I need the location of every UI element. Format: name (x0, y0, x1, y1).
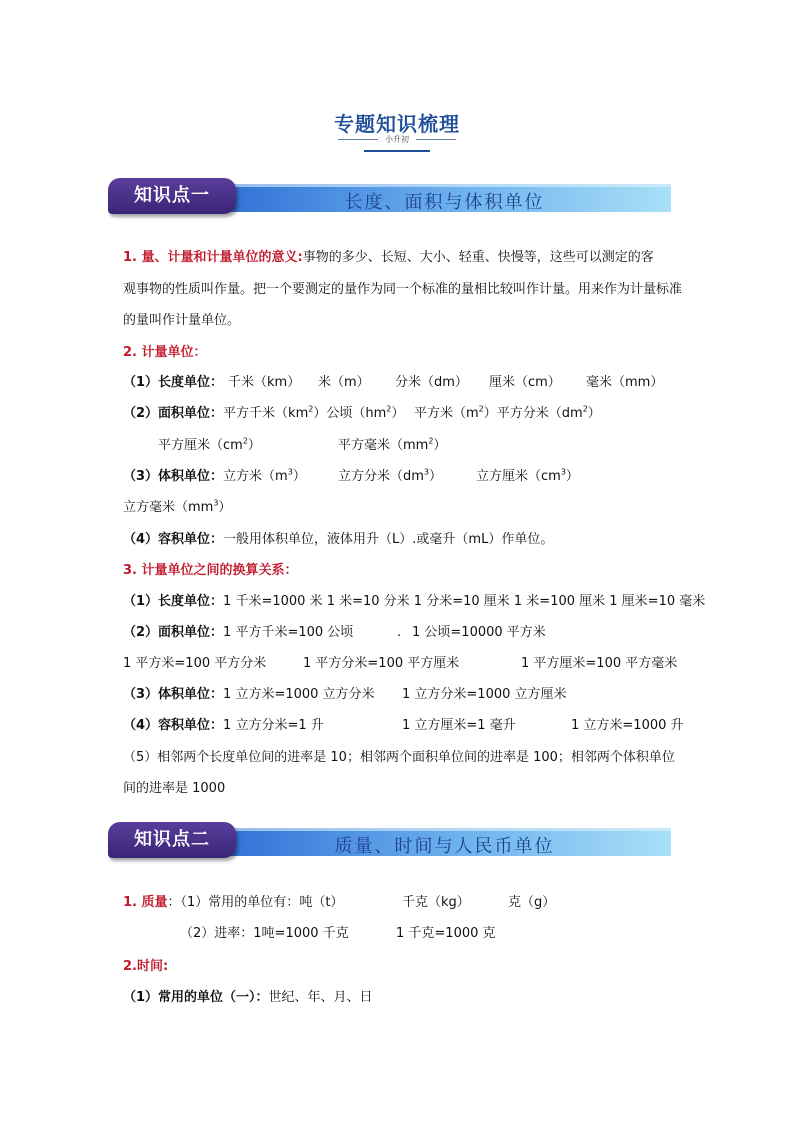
section-band-1 (108, 178, 671, 212)
conv-capacity-a: 1 立方分米=1 升 (223, 718, 324, 733)
area-units-row (123, 404, 404, 424)
capacity-units-text: 一般用体积单位，液体用升（L）.或毫升（mL）作单位。 (223, 532, 554, 547)
mass-unit: 克（g） (508, 895, 556, 910)
area-unit: 平方千米$(km^2)$ (223, 404, 327, 421)
conv-area-d: 1 平方分米=100 平方厘米 (303, 656, 460, 671)
para-2-heading: 2. 计量单位： (123, 345, 207, 360)
area-unit: 平方厘米$(cm^2)$ (158, 436, 261, 453)
para-1-text: 事物的多少、长短、大小、轻重、快慢等，这些可以测定的客 (302, 250, 654, 265)
time-units-text: 世纪、年、月、日 (268, 990, 373, 1005)
conv-capacity-label: （4）容积单位： (123, 718, 224, 733)
time-units-row (123, 988, 373, 1008)
volume-unit: 立方米$(m^3)$ (223, 467, 306, 484)
volume-unit: 立方分米$(dm^3)$ (338, 467, 443, 484)
section-band-2 (108, 822, 671, 856)
volume-units-row (123, 467, 306, 487)
para-5-line-2: 间的进率是 1000 (123, 781, 226, 796)
section-title: 长度、面积与体积单位 (344, 192, 545, 213)
mass-unit: 千克（kg） (402, 895, 470, 910)
conv-area-b: 1 公顷=10000 平方米 (412, 625, 546, 640)
conv-area-row (123, 623, 353, 643)
para-1-line-3: 的量叫作计量单位。 (123, 313, 241, 328)
conv-capacity-b: 1 立方厘米=1 毫升 (402, 718, 516, 733)
length-unit: 千米（km） (228, 375, 301, 390)
title-underline (364, 150, 430, 152)
mass-units-label: （1）常用的单位有： (180, 895, 300, 910)
conv-area-e: 1 平方厘米=100 平方毫米 (521, 656, 678, 671)
para-1-line-2: 观事物的性质叫作量。把一个要测定的量作为同一个标准的量相比较叫作计量。用来作为计量标准 (123, 282, 683, 297)
para-1-line-1 (123, 248, 654, 268)
mass-heading: 1. 质量 (123, 895, 168, 910)
capacity-units-row (123, 530, 553, 550)
conv-capacity-row (123, 716, 324, 736)
volume-unit: 立方厘米$(cm^3)$ (476, 467, 579, 484)
para-1-heading: 1. 量、计量和计量单位的意义: (123, 250, 303, 265)
section-tab-label: 知识点二 (134, 829, 210, 850)
volume-units-label: （3）体积单位： (123, 469, 224, 484)
section-title: 质量、时间与人民币单位 (334, 836, 555, 857)
area-unit: 平方米$(m^2)$平方分米$(dm^2)$ (414, 404, 601, 421)
conv-capacity-c: 1 立方米=1000 升 (571, 718, 684, 733)
length-unit: 毫米（mm） (586, 375, 664, 390)
section-band-highlight (218, 184, 671, 187)
mass-colon: ： (167, 895, 181, 910)
length-unit: 分米（dm） (395, 375, 468, 390)
section-band-highlight (218, 828, 671, 831)
mass-rate-a: 1吨=1000 千克 (253, 926, 349, 941)
length-unit: 厘米（cm） (489, 375, 561, 390)
conv-volume-row (123, 685, 375, 705)
para-5-line-1: （5）相邻两个长度单位间的进率是 10；相邻两个面积单位间的进率是 100；相邻两个体积单位 (123, 750, 675, 765)
page-title: 专题知识梳理 (334, 112, 460, 136)
page-subtitle: 小升初 (385, 135, 409, 144)
time-heading: 2.时间: (123, 959, 169, 974)
conv-length-row (123, 592, 705, 612)
section-tab-label: 知识点一 (134, 185, 210, 206)
mass-rate-b: 1 千克=1000 克 (396, 926, 496, 941)
conv-area-a: 1 平方千米=100 公顷 (223, 625, 354, 640)
volume-unit: 立方毫米$(mm^3)$ (123, 498, 232, 515)
length-unit: 米（m） (318, 375, 370, 390)
mass-row (123, 893, 343, 913)
conv-volume-b: 1 立方分米=1000 立方厘米 (402, 687, 567, 702)
mass-rate-label: （2）进率： (180, 926, 254, 941)
mass-rate-row (180, 924, 349, 944)
area-units-label: （2）面积单位： (123, 406, 224, 421)
para-3-heading: 3. 计量单位之间的换算关系： (123, 563, 298, 578)
conv-area-label: （2）面积单位： (123, 625, 224, 640)
time-units-label: （1）常用的单位（一）： (123, 990, 269, 1005)
conv-area-c: 1 平方米=100 平方分米 (123, 656, 267, 671)
conv-volume-label: （3）体积单位： (123, 687, 224, 702)
area-unit: 公顷$(hm^2)$ (326, 404, 405, 421)
conv-volume-a: 1 立方米=1000 立方分米 (223, 687, 375, 702)
conv-length-text: 1 千米=1000 米 1 米=10 分米 1 分米=10 厘米 1 米=100 厘米 1 厘米=10 毫米 (223, 594, 706, 609)
capacity-units-label: （4）容积单位： (123, 532, 224, 547)
mass-unit: 吨（t） (299, 895, 344, 910)
area-unit: 平方毫米$(mm^2)$ (338, 436, 447, 453)
conv-area-dot: . (397, 625, 402, 640)
conv-length-label: （1）长度单位： (123, 594, 224, 609)
length-units-label: （1）长度单位： (123, 375, 224, 390)
length-units-row (123, 373, 223, 393)
